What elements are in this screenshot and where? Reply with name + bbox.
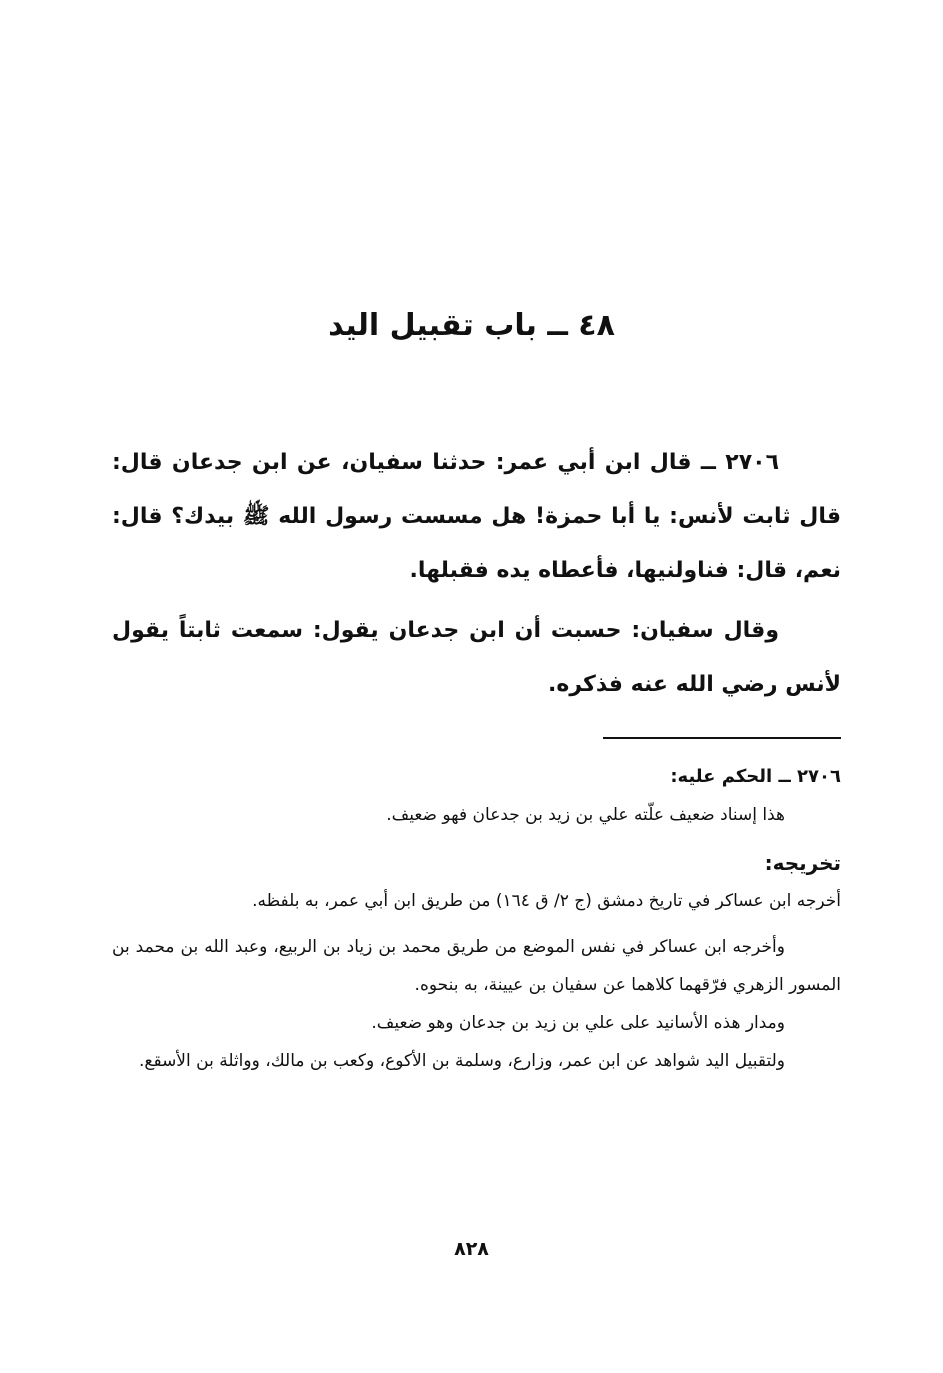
takhrij-paragraph: أخرجه ابن عساكر في تاريخ دمشق (ج ٢/ ق ١٦٤) من طريق ابن أبي عمر، به بلفظه.: [252, 891, 841, 911]
hadith-paragraph: وقال سفيان: حسبت أن ابن جدعان يقول: سمعت ثابتاً يقول لأنس رضي الله عنه فذكره.: [112, 618, 841, 697]
ruling-text: هذا إسناد ضعيف علّته علي بن زيد بن جدعان فهو ضعيف.: [386, 805, 785, 825]
hadith-text: [112, 436, 841, 712]
footnotes: [112, 758, 841, 1080]
chapter-title: ٤٨ ــ باب تقبيل اليد: [328, 308, 615, 343]
takhrij-heading: تخريجه:: [764, 851, 841, 875]
takhrij-paragraph: وأخرجه ابن عساكر في نفس الموضع من طريق محمد بن زياد بن الربيع، وعبد الله بن محمد بن المسور الزهري فرّقهما كلاهما عن سفيان بن عيينة، به بنحوه.: [112, 937, 841, 995]
takhrij-paragraph: ومدار هذه الأسانيد على علي بن زيد بن جدعان وهو ضعيف.: [371, 1013, 785, 1033]
page-number: ٨٢٨: [454, 1238, 489, 1260]
ruling-heading: ٢٧٠٦ ــ الحكم عليه:: [670, 766, 841, 787]
hadith-paragraph: ٢٧٠٦ ــ قال ابن أبي عمر: حدثنا سفيان، عن ابن جدعان قال: قال ثابت لأنس: يا أبا حمزة! هل مسست رسول الله ﷺ بيدك؟ قال: نعم، قال: فناولنيها، فأعطاه يده فقبلها.: [112, 450, 841, 583]
takhrij-paragraph: ولتقبيل اليد شواهد عن ابن عمر، وزارع، وسلمة بن الأكوع، وكعب بن مالك، وواثلة بن الأسقع.: [139, 1051, 785, 1071]
footnote-divider: [603, 737, 841, 739]
